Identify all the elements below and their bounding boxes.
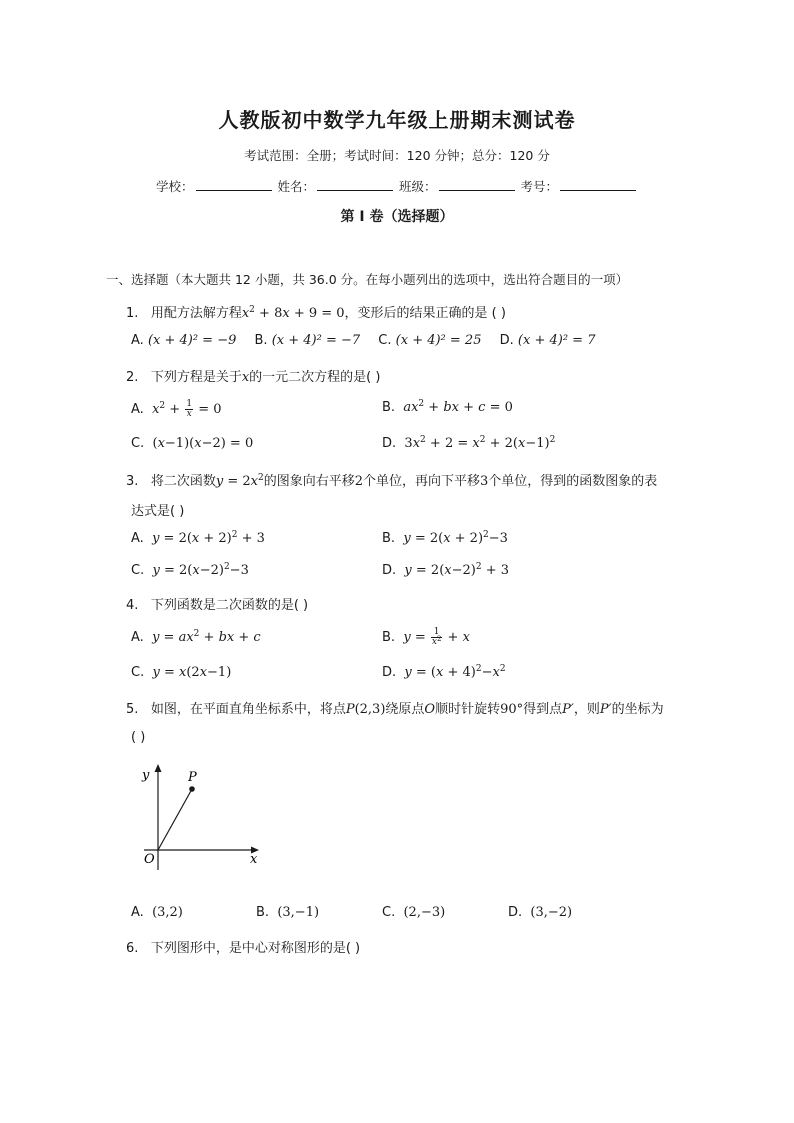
field-id-label: 考号： [520,179,558,194]
field-name-label: 姓名： [277,179,315,194]
question-5-option-d: D. (3,−2) [508,905,573,920]
field-name-blank [317,178,393,191]
section-heading: 一、选择题（本大题共 12 小题，共 36.0 分。在每小题列出的选项中，选出符合题目的一项） [106,272,629,287]
question-3-stem: 3. 将二次函数$y = 2x^2$的图象向右平移2个单位，再向下平移3个单位，得到的函数图象的表 [126,473,658,489]
x-axis-label: x [250,852,258,867]
question-2-option-d: D. $3x^2 + 2 = x^2 + 2(x-1)^2$ [382,435,556,451]
question-5-option-b: B. (3,−1) [256,905,320,920]
y-axis-label: y [142,768,150,783]
field-school-label: 学校： [155,179,194,194]
exam-title: 人教版初中数学九年级上册期末测试卷 [218,108,576,132]
question-3-option-a: A. $y = 2(x + 2)^2 + 3$ [131,530,265,546]
option-b: B. (x + 4)² = −7 [254,333,361,348]
student-info-fields [0,177,794,195]
question-1-stem: 1. 用配方法解方程$x^2 + 8x + 9 = 0$，变形后的结果正确的是 ( ) [126,305,506,321]
question-1-options [131,333,595,348]
y-axis-arrow [155,764,162,772]
question-number: 5. [126,702,139,717]
option-d: D. (x + 4)² = 7 [499,333,596,348]
field-class-label: 班级： [398,179,437,194]
question-3-option-c: C. $y = 2(x-2)^2-3$ [131,562,249,578]
field-school-blank [196,178,272,191]
question-number: 6. [126,941,139,956]
point-p [189,786,195,792]
question-2-option-a: A. $x^2$ + $\frac{1}{x}$ = 0 [131,399,222,419]
segment-op [158,789,192,850]
origin-label: O [144,852,155,867]
volume-heading: 第 I 卷（选择题） [340,209,454,225]
field-class-blank [439,178,515,191]
question-5-stem: 5. 如图，在平面直角坐标系中，将点P(2,3)绕原点O顺时针旋转90°得到点P′，则P′的坐标为 [126,702,664,717]
option-a: A. (x + 4)² = −9 [131,333,237,348]
question-2-option-c: C. (x−1)(x−2) = 0 [131,436,254,451]
option-c: C. (x + 4)² = 25 [378,333,482,348]
question-5-stem-continued: ( ) [131,730,146,745]
question-4-option-a: A. $y = ax^2$ + bx + c [131,629,261,645]
point-p-label: P [188,770,197,785]
question-6-stem: 6. 下列图形中，是中心对称图形的是( ) [126,941,361,956]
question-number: 1. [126,306,139,321]
question-3-option-b: B. $y = 2(x + 2)^2-3$ [382,530,508,546]
question-3-stem-continued: 达式是( ) [131,504,185,519]
question-4-option-b: B. y = $\frac{1}{x^2}$ + x [382,627,470,647]
question-2-stem: 2. 下列方程是关于x的一元二次方程的是( ) [126,370,381,385]
question-4-option-d: D. $y = (x + 4)^2-x^2$ [382,664,506,680]
question-number: 3. [126,474,139,489]
question-4-stem: 4. 下列函数是二次函数的是( ) [126,598,309,613]
question-number: 4. [126,598,139,613]
question-3-option-d: D. $y = 2(x-2)^2 + 3$ [382,562,510,578]
question-5-option-c: C. (2,−3) [382,905,446,920]
math-expression: $x^2 + 8x + 9 = 0$ [241,305,345,321]
field-id-blank [560,178,636,191]
exam-info: 考试范围：全册；考试时间：120 分钟；总分：120 分 [244,148,550,163]
coordinate-figure [138,762,268,874]
question-2-option-b: B. $ax^2$ + bx + c = 0 [382,399,513,415]
question-4-option-c: C. y = x(2x−1) [131,665,232,680]
question-number: 2. [126,370,139,385]
question-5-option-a: A. (3,2) [131,905,183,920]
